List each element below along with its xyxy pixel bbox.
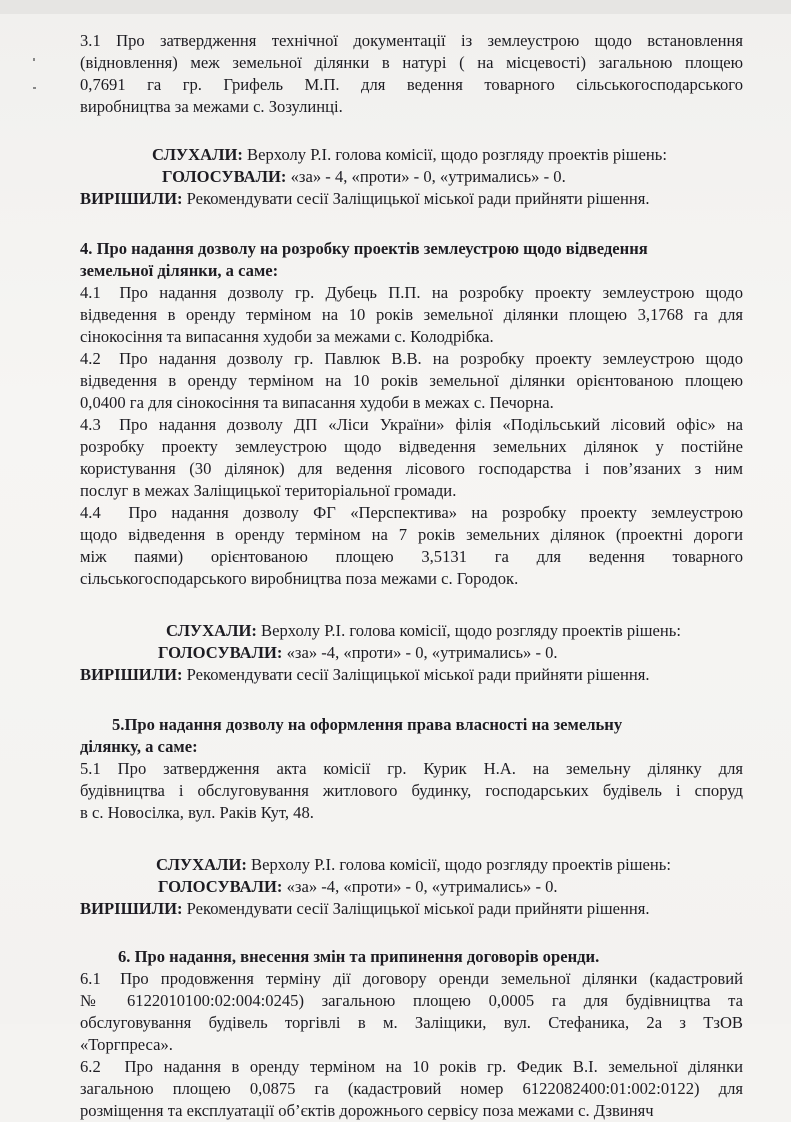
section-heading: 4. Про надання дозволу на розробку проектів землеустрою щодо відведення xyxy=(80,239,648,258)
section-heading: 6. Про надання, внесення змін та припинення договорів оренди. xyxy=(118,947,600,966)
voted-line xyxy=(80,642,743,664)
decided-line xyxy=(80,898,743,920)
heard-text: Верхолу Р.І. голова комісії, щодо розгляду проектів рішень: xyxy=(251,855,671,874)
item-number: 3.1 xyxy=(80,31,101,50)
spacer xyxy=(80,686,743,714)
item-line: відведення в оренду терміном на 10 років земельної ділянки площею 3,1768 га для xyxy=(80,305,743,324)
item-number: 4.2 xyxy=(80,349,101,368)
heard-line xyxy=(80,854,743,876)
decided-line xyxy=(80,188,743,210)
item-line: сінокосіння та випасання худоби за межами с. Колодрібка. xyxy=(80,327,494,346)
item-line: послуг в межах Заліщицької територіальної громади. xyxy=(80,481,457,500)
section-heading: 5.Про надання дозволу на оформлення права власності на земельну xyxy=(112,715,623,734)
heard-text: Верхолу Р.І. голова комісії, щодо розгляду проектів рішень: xyxy=(261,621,681,640)
item-line xyxy=(80,968,743,990)
section-6 xyxy=(80,946,743,1122)
heard-text: Верхолу Р.І. голова комісії, щодо розгляду проектів рішень: xyxy=(247,145,667,164)
item-number: 4.3 xyxy=(80,415,101,434)
item-line xyxy=(80,348,743,370)
item-text: Про надання дозволу ФГ «Перспектива» на розробку проекту землеустрою xyxy=(128,503,744,522)
item-text: Про надання дозволу гр. Дубець П.П. на розробку проекту землеустрою щодо xyxy=(119,283,743,302)
item-3-1-line: 0,7691 га гр. Грифель М.П. для ведення товарного сільськогосподарського xyxy=(80,75,743,94)
item-line: № 6122010100:02:004:0245) загальною площею 0,0005 га для будівництва та xyxy=(80,991,743,1010)
decided-label: ВИРІШИЛИ: xyxy=(80,665,183,684)
item-line: 0,0400 га для сінокосіння та випасання худоби в межах с. Печорна. xyxy=(80,393,554,412)
heard-label: СЛУХАЛИ: xyxy=(152,145,243,164)
item-3-1-line: (відновлення) меж земельної ділянки в натурі ( на місцевості) загальною площею xyxy=(80,53,743,72)
spacer xyxy=(80,590,743,620)
item-3-1-line xyxy=(80,30,743,52)
item-3-1 xyxy=(80,30,743,118)
voted-text: «за» - 4, «проти» - 0, «утримались» - 0. xyxy=(290,167,566,186)
scan-top-edge xyxy=(0,0,791,14)
spacer xyxy=(80,118,743,144)
item-line: розробку проекту землеустрою щодо відведення земельних ділянок у постійне xyxy=(80,437,743,456)
section-heading: ділянку, а саме: xyxy=(80,737,198,756)
item-number: 5.1 xyxy=(80,759,101,778)
heard-label: СЛУХАЛИ: xyxy=(166,621,257,640)
document-body xyxy=(80,30,743,1122)
decided-line xyxy=(80,664,743,686)
heard-line xyxy=(80,144,743,166)
item-text: Про затвердження технічної документації із землеустрою щодо встановлення xyxy=(116,31,743,50)
voted-label: ГОЛОСУВАЛИ: xyxy=(158,877,283,896)
item-6-2 xyxy=(80,1056,743,1122)
item-text: Про надання в оренду терміном на 10 років гр. Федик В.І. земельної ділянки xyxy=(124,1057,743,1076)
item-text: Про продовження терміну дії договору оренди земельної ділянки (кадастровий xyxy=(120,969,744,988)
item-line: користування (30 ділянок) для ведення лісового господарства і пов’язаних з ним xyxy=(80,459,743,478)
item-3-1-line: виробництва за межами с. Зозулинці. xyxy=(80,97,343,116)
item-line xyxy=(80,502,743,524)
decided-label: ВИРІШИЛИ: xyxy=(80,189,183,208)
item-text: Про затвердження акта комісії гр. Курик Н.А. на земельну ділянку для xyxy=(117,759,743,778)
spacer xyxy=(80,210,743,238)
vote-block-1 xyxy=(80,144,743,210)
item-line: в с. Новосілка, вул. Раків Кут, 48. xyxy=(80,803,314,822)
decided-text: Рекомендувати сесії Заліщицької міської ради прийняти рішення. xyxy=(186,899,650,918)
voted-label: ГОЛОСУВАЛИ: xyxy=(158,643,283,662)
voted-text: «за» -4, «проти» - 0, «утримались» - 0. xyxy=(286,877,558,896)
scan-speck xyxy=(33,87,36,89)
item-4-3 xyxy=(80,414,743,502)
item-line: обслуговування будівель торгівлі в м. Заліщики, вул. Стефаника, 2а з ТзОВ xyxy=(80,1013,743,1032)
item-line: відведення в оренду терміном на 10 років земельної ділянки орієнтованою площею xyxy=(80,371,743,390)
item-line xyxy=(80,758,743,780)
spacer xyxy=(80,920,743,946)
item-line xyxy=(80,1056,743,1078)
heard-line xyxy=(80,620,743,642)
section-heading: земельної ділянки, а саме: xyxy=(80,261,279,280)
item-text: Про надання дозволу ДП «Ліси України» філія «Подільський лісовий офіс» на xyxy=(119,415,743,434)
item-line: загальною площею 0,0875 га (кадастровий номер 6122082400:01:002:0122) для xyxy=(80,1079,743,1098)
item-4-4 xyxy=(80,502,743,590)
voted-line xyxy=(80,876,743,898)
item-4-2 xyxy=(80,348,743,414)
item-line: щодо відведення в оренду терміном на 7 років земельних ділянок (проектні дороги xyxy=(80,525,743,544)
spacer xyxy=(80,824,743,854)
item-number: 6.1 xyxy=(80,969,101,988)
item-4-1 xyxy=(80,282,743,348)
item-text: Про надання дозволу гр. Павлюк В.В. на розробку проекту землеустрою щодо xyxy=(119,349,744,368)
item-line: розміщення та експлуатації об’єктів дорожнього сервісу поза межами с. Дзвиняч xyxy=(80,1101,654,1120)
vote-block-2 xyxy=(80,620,743,686)
section-4 xyxy=(80,238,743,590)
item-line xyxy=(80,414,743,436)
item-line: «Торгпреса». xyxy=(80,1035,173,1054)
voted-line xyxy=(80,166,743,188)
item-5-1 xyxy=(80,758,743,824)
decided-label: ВИРІШИЛИ: xyxy=(80,899,183,918)
item-line: сільськогосподарського виробництва поза межами с. Городок. xyxy=(80,569,519,588)
item-line: між паями) орієнтованою площею 3,5131 га для ведення товарного xyxy=(80,547,743,566)
voted-text: «за» -4, «проти» - 0, «утримались» - 0. xyxy=(286,643,558,662)
item-line xyxy=(80,282,743,304)
item-number: 6.2 xyxy=(80,1057,101,1076)
item-6-1 xyxy=(80,968,743,1056)
item-number: 4.1 xyxy=(80,283,101,302)
scan-speck xyxy=(33,58,35,61)
vote-block-3 xyxy=(80,854,743,920)
voted-label: ГОЛОСУВАЛИ: xyxy=(162,167,287,186)
heard-label: СЛУХАЛИ: xyxy=(156,855,247,874)
item-number: 4.4 xyxy=(80,503,101,522)
item-line: будівництва і обслуговування житлового будинку, господарських будівель і споруд xyxy=(80,781,743,800)
section-5 xyxy=(80,714,743,824)
decided-text: Рекомендувати сесії Заліщицької міської ради прийняти рішення. xyxy=(186,189,650,208)
decided-text: Рекомендувати сесії Заліщицької міської ради прийняти рішення. xyxy=(186,665,650,684)
